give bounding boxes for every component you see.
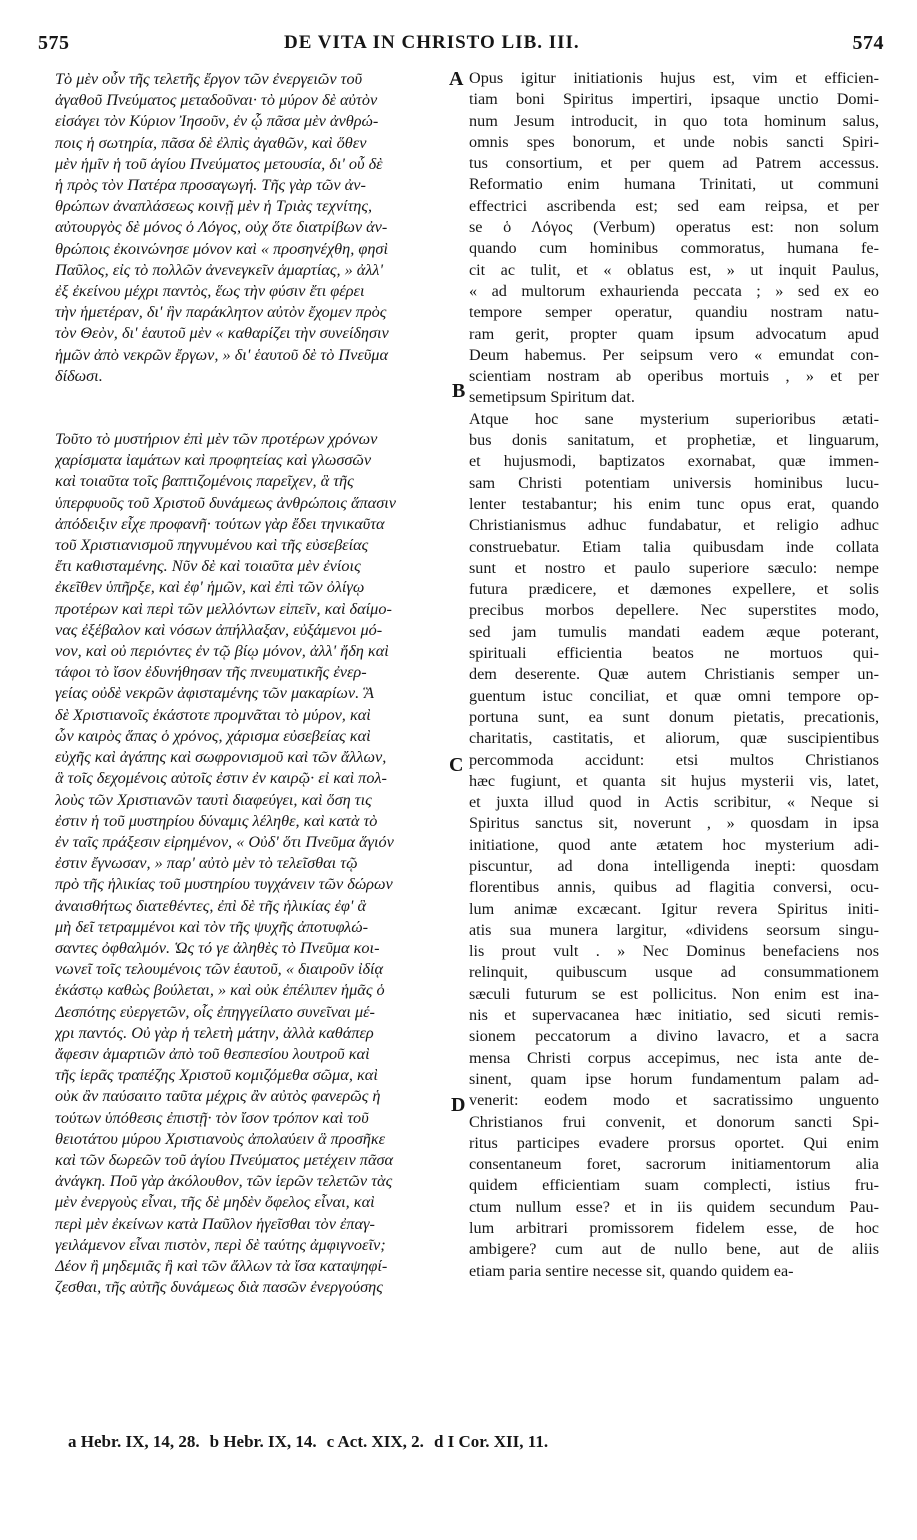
text-line: εὐχῆς καὶ ἀγάπης καὶ σωφρονισμοῦ καὶ τῶν ἄλλων, [55,747,387,767]
text-line: τῆς ἱερᾶς τραπέζης Χριστοῦ κομιζόμεθα σῶμα, καὶ [55,1065,378,1085]
text-line: ποις ἡ σωτηρία, πᾶσα δὲ ἐλπὶς ἀγαθῶν, καὶ ὅθεν [55,132,367,152]
footnote: d I Cor. XII, 11. [433,1432,549,1451]
text-line: Δέον ἢ μηδεμιᾶς ἢ καὶ τῶν ἄλλων τὰ ἴσα καταψηφί- [55,1255,388,1275]
text-line: portuna sunt, ea sunt donum pietatis, precationis, [469,707,879,726]
text-line: hæc fugiunt, et quanta sit hujus mysterii vis, latet, [469,771,879,790]
text-line: ἃ τοῖς δεχομένοις αὐτοῖς ἐστιν ἐν καιρῷ· εἰ καὶ πολ- [55,768,387,788]
text-line: ἄφεσιν ἁμαρτιῶν ἀπὸ τοῦ θεσπεσίου λουτροῦ καὶ [55,1043,370,1063]
text-line: νον, καὶ οὐ περιόντες ἐν τῷ βίῳ μόνον, ἀλλ' ἤδη καὶ [55,641,389,661]
text-line: καὶ τῶν δωρεῶν τοῦ ἁγίου Πνεύματος μετέχειν πᾶσα [55,1149,394,1169]
text-line: νωνεῖ τοῖς τελουμένοις τῶν ἑαυτοῦ, « διαιροῦν ἰδίᾳ [55,959,384,979]
text-line: Deum habemus. Per seipsum vero « emundat con- [469,345,879,364]
text-line: οὐκ ἂν παύσαιτο ταῦτα μέχρις ἂν αὐτὸς φανερῶς ἡ [55,1086,381,1106]
text-line: sionem peccatorum a divino lavacro, et a sacra [469,1027,879,1046]
text-line: ram gerit, propter quam ipsum advocatum apud [469,324,879,343]
text-line: γείας οὐδὲ νεκρῶν ἀφισταμένης τῶν μακαρίων. Ἃ [55,683,374,703]
greek-paragraph-2 [55,428,445,1297]
text-line: αὐτουργὸς δὲ μόνος ὁ Λόγος, οὐχ ὅτε διατρίβων ἀν- [55,217,388,237]
text-line: se ὁ Λόγος (Verbum) operatus est: non solum [469,218,879,237]
text-line: semetipsum Spiritum dat. [469,388,635,407]
text-line: futura prædicere, et dæmones expellere, et solis [469,580,879,599]
text-line: μὲν ἡμῖν ἡ τοῦ ἁγίου Πνεύματος μετουσία, δι' οὗ δὲ [55,153,383,173]
text-line: ἡ πρὸς τὸν Πατέρα προσαγωγή. Τῆς γὰρ τῶν ἀν- [55,175,366,195]
text-line: μὴ δεῖ τετραμμένοι καὶ τὸν τῆς ψυχῆς ἀποτυφλώ- [55,916,368,936]
text-line: spirituali efficientia beatos ne mortuos qui- [469,644,879,663]
text-line: ἡμῶν ἀπὸ νεκρῶν ἔργων, » δι' ἑαυτοῦ δὲ τὸ Πνεῦμα [55,344,389,364]
greek-column [55,68,445,1297]
text-line: τὴν ἡμετέραν, δι' ἣν παράκλητον αὐτὸν ἔχομεν πρὸς [55,302,387,322]
text-line: Christianismus adhuc fundabatur, et religio adhuc [469,516,879,535]
running-header [38,32,884,62]
text-line: ἐστιν ἔγνωσαν, » παρ' αὐτὸ μὲν τὸ τελεῖσθαι τῷ [55,853,358,873]
text-line: νας ἐξέβαλον καὶ νόσων ἀπήλλαξαν, εὐξάμενοι μό- [55,619,383,639]
margin-letter-c: C [449,754,464,776]
text-line: lenter testabantur; his enim tunc opus erat, quando [469,494,879,513]
text-line: florentibus annis, quibus ad flagitia conversi, ocu- [469,878,879,897]
text-line: percommoda accidunt: etsi multos Christianos [469,750,879,769]
text-line: ὑπερφυοῦς τοῦ Χριστοῦ δυνάμεως ἀνθρώποις ἅπασιν [55,492,397,512]
footnote: a Hebr. IX, 14, 28. [68,1432,200,1451]
text-line: Spiritus sanctus sit, noverunt , » quosdam in ipsa [469,814,879,833]
text-line: εἰσάγει τὸν Κύριον Ἰησοῦν, ἐν ᾧ πᾶσα μὲν ἀνθρώ- [55,111,379,131]
text-line: sunt et nostro et paulo superiore sæculo: nempe [469,558,879,577]
text-line: tempore semper operatur, quandiu nostram natu- [469,303,879,322]
text-line: ἐξ ἐκείνου μέχρι παντὸς, ἕως τὴν φύσιν ἔτι φέρει [55,281,365,301]
text-line: δὲ Χριστιανοῖς ἑκάστοτε προμνᾶται τὸ μύρον, καὶ [55,704,371,724]
text-line: περὶ μὲν ἐκείνων κατὰ Παῦλον ἡγεῖσθαι τὸν ἐπαγ- [55,1213,375,1233]
text-line: Τὸ μὲν οὖν τῆς τελετῆς ἔργον τῶν ἐνεργειῶν τοῦ [55,69,363,88]
text-line: ctum nullum esse? et in iis quidem secundum Pau- [469,1197,879,1216]
margin-letter-d: D [451,1094,466,1116]
greek-paragraph-1 [55,68,445,386]
margin-letter-a: A [449,68,464,90]
text-line: θρώπων ἀναπλάσεως κοινῇ μὲν ἡ Τριὰς τεχνίτης, [55,196,373,216]
text-line: ἑκάστῳ καθὼς βούλεται, » καὶ οὐκ ἐπέλιπεν ἡμᾶς ὁ [55,980,385,1000]
text-line: tiam boni Spiritus impertiri, ipsaque unctio Domi- [469,90,879,109]
text-line: num Jesum introducit, in quo tota hominum salus, [469,111,879,130]
text-line: piscuntur, ad dona intelligenda inepti: quosdam [469,856,879,875]
text-line: θρώποις ἐκοινώνησε μόνον καὶ « προσηνέχθη, φησὶ [55,238,388,258]
text-line: τὸν Θεὸν, δι' ἑαυτοῦ μὲν « καθαρίζει τὴν συνείδησιν [55,323,389,343]
text-line: dem deserente. Quæ autem Christianis semper un- [469,665,879,684]
text-line: sed jam tumulis mandati eadem æque poterant, [469,622,879,641]
text-line: ὧν καιρὸς ἅπας ὁ χρόνος, χάρισμα εὐσεβείας καὶ [55,725,371,745]
text-line: lum animæ excæcant. Igitur revera Spiritus initi- [469,899,879,918]
text-line: et hujusmodi, baptizatos exornabat, quæ immen- [469,452,879,471]
margin-letter-b: B [452,380,466,402]
text-line: quando cum hominibus commoratus, humana fe- [469,239,879,258]
text-line: πρὸ τῆς ἡλικίας τοῦ μυστηρίου τυγχάνειν τῶν δώρων [55,874,393,894]
text-line: sæculi futurum se est pollicitus. Non enim est ina- [469,984,879,1003]
text-line: τούτων ὑπόθεσις ἐπιστῇ· τὸν ἴσον τρόπον καὶ τοῦ [55,1107,369,1127]
text-line: lum arbitrari promissorem fidelem esse, de hoc [469,1219,879,1238]
text-line: ambigere? cum aut de nullo bene, aut de aliis [469,1240,879,1259]
text-line: sam Christi potentiam universis hominibus lucu- [469,473,879,492]
text-line: ἀνάγκη. Ποῦ γὰρ ἀκόλουθον, τῶν ἱερῶν τελετῶν τὰς [55,1171,393,1191]
text-line: μὲν ἐνεργοὺς εἶναι, τῆς δὲ μηδὲν ὄφελος εἶναι, καὶ [55,1192,375,1212]
text-line: tus consortium, et per quem ad Patrem accessus. [469,154,879,173]
text-line: καὶ τοιαῦτα τοῖς βαπτιζομένοις παρεῖχεν, ἃ τῆς [55,471,354,491]
text-line: effectrici ascribenda est; sed eam reipsa, et per [469,196,879,215]
text-line: lis prout vult . » Nec Dominus benefaciens nos [469,942,879,961]
text-line: Παῦλος, εἰς τὸ πολλῶν ἀνενεγκεῖν ἁμαρτίας, » ἀλλ' [55,259,383,279]
page-number-right: 574 [852,32,884,54]
text-line: γειλάμενον εἶναι πιστὸν, περὶ δὲ ταύτης ἀμφιγνοεῖν; [55,1234,386,1254]
text-line: θειοτάτου μύρου Χριστιανοὺς ἀπολαύειν ἃ προσῆκε [55,1128,386,1148]
text-line: venerit: eodem modo et sacratissimo unguento [469,1091,879,1110]
footnote: b Hebr. IX, 14. [209,1432,317,1451]
running-title: DE VITA IN CHRISTO LIB. III. [284,32,580,53]
text-line: relinquit, quibuscum usque ad consummationem [469,963,879,982]
text-line: Τοῦτο τὸ μυστήριον ἐπὶ μὲν τῶν προτέρων χρόνων [55,429,378,449]
text-line: χαρίσματα ἰαμάτων καὶ προφητείας καὶ γλωσσῶν [55,450,372,470]
text-line: et juxta illud quod in Actis scribitur, « Neque si [469,793,879,812]
text-line: Opus igitur initiationis hujus est, vim et efficien- [469,69,879,87]
text-line: χρι παντός. Οὐ γὰρ ἡ τελετὴ μάτην, ἀλλὰ καθάπερ [55,1022,374,1042]
text-line: cit ac tulit, et « oblatus est, » ut inquit Paulus, [469,260,879,279]
text-line: ἀγαθοῦ Πνεύματος μεταδοῦναι· τὸ μύρον δὲ αὐτὸν [55,90,378,110]
text-line: consentaneum foret, sacrorum initiamentorum alia [469,1155,879,1174]
text-line: σαντες ὀφθαλμόν. Ὡς τό γε ἀληθὲς τὸ Πνεῦμα κοι- [55,937,380,957]
text-line: sinent, quam ipse horum fundamentum palam ad- [469,1069,879,1088]
text-line: ἀναισθήτως διατεθέντες, ἐπὶ δὲ τῆς ἡλικίας ἐφ' ἃ [55,895,366,915]
text-line: Atque hoc sane mysterium superioribus ætati- [469,409,879,428]
text-line: Christianos frui convenit, et donorum sancti Spi- [469,1112,879,1131]
footnote: c Act. XIX, 2. [326,1432,424,1451]
text-line: bus donis sanitatum, et prophetiæ, et linguarum, [469,431,879,450]
text-line: δίδωσι. [55,365,103,385]
text-line: τοῦ Χριστιανισμοῦ πηγνυμένου καὶ τῆς εὐσεβείας [55,535,369,555]
text-line: initiatione, quod ante ætatem hoc mysterium adi- [469,835,879,854]
text-line: quidem efficientiam suam complecti, istius fru- [469,1176,879,1195]
text-line: τάφοι τὸ ἴσον ἐδυνήθησαν τῆς πνευματικῆς ἐνερ- [55,662,367,682]
text-line: ἔτι καθισταμένης. Νῦν δὲ καὶ τοιαῦτα μὲν ἐνίοις [55,556,361,576]
text-line: « ad multorum exhaurienda peccata ; » sed ex eo [469,281,879,300]
footnotes [68,1432,828,1452]
text-line: precibus morbos depellere. Nec superstites modo, [469,601,879,620]
text-line: ritus participes evadere prorsus oportet. Qui enim [469,1133,879,1152]
page-number-left: 575 [38,32,70,54]
text-line: mensa Christi corpus accepimus, nec ista ante de- [469,1048,879,1067]
text-line: omnis spes bonorum, et unde nobis sancti Spiri- [469,132,879,151]
text-line: ἐν ταῖς πράξεσιν εἰρημένον, « Οὐδ' ὅτι Πνεῦμα ἅγιόν [55,831,394,851]
text-line: atis sua munera largitur, «dividens seorsum singu- [469,920,879,939]
text-line: λοὺς τῶν Χριστιανῶν ταυτὶ διαφεύγει, καὶ ὅση τις [55,789,372,809]
text-line: Δεσπότης εὐεργετῶν, οἷς ἐπηγγείλατο συνεῖναι μέ- [55,1001,375,1021]
text-line: construebatur. Etiam talia quibusdam inde collata [469,537,879,556]
text-line: scientiam nostram ab operibus mortuis , » et per [469,367,879,386]
text-line: ἐστιν ἡ τοῦ μυστηρίου δύναμις λέληθε, καὶ κατὰ τὸ [55,810,378,830]
text-line: charitatis, castitatis, et aliorum, quæ suscipientibus [469,729,879,748]
text-line: guentum istuc conciliat, et quæ omni tempore op- [469,686,879,705]
text-line: ἀπόδειξιν εἶχε προφανῆ· τούτων γὰρ ἔδει τηνικαῦτα [55,513,385,533]
latin-column [469,68,879,1282]
text-line: ζεσθαι, τῆς αὐτῆς δυνάμεως διὰ πασῶν ἐνεργούσης [55,1277,383,1297]
text-line: προτέρων καὶ περὶ τῶν μελλόντων εἰπεῖν, καὶ δαίμο- [55,598,392,618]
text-line: etiam paria sentire necesse sit, quando quidem ea- [469,1261,794,1280]
text-line: ἐκεῖθεν ὑπῆρξε, καὶ ἐφ' ἡμῶν, καὶ ἐπὶ τῶν ὀλίγῳ [55,577,365,597]
text-line: nis et supervacanea hæc initiatio, sed sicuti remis- [469,1006,879,1025]
text-line: Reformatio enim humana Trinitati, ut communi [469,175,879,194]
